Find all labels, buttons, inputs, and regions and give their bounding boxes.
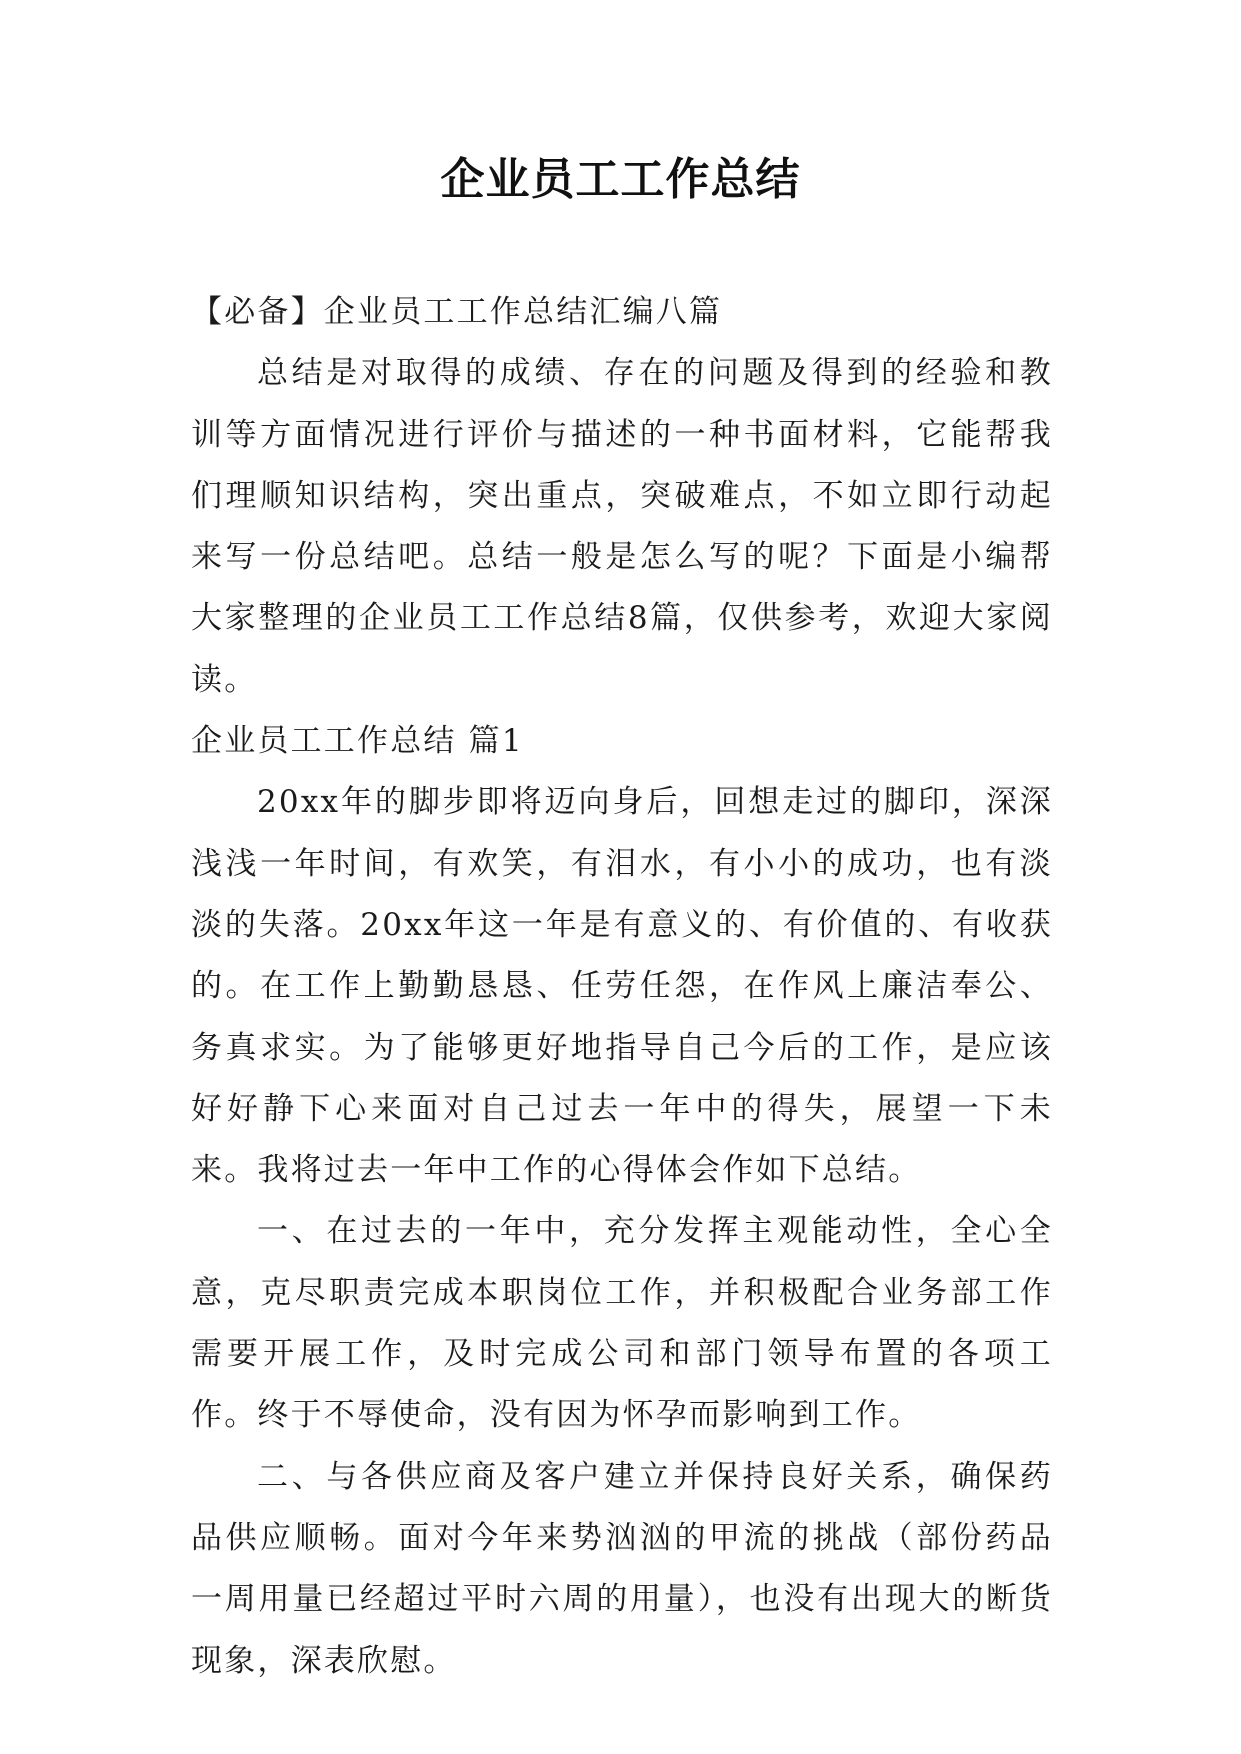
section-heading: 企业员工工作总结 篇1	[191, 723, 524, 760]
document-body	[191, 282, 1053, 1692]
body-paragraph-3: 二、与各供应商及客户建立并保持良好关系，确保药品供应顺畅。面对今年来势汹汹的甲流的挑战（部份药品一周用量已经超过平时六周的用量），也没有出现大的断货现象，深表欣慰。	[191, 1458, 1053, 1679]
body-paragraph-2: 一、在过去的一年中，充分发挥主观能动性，全心全意，克尽职责完成本职岗位工作，并积极配合业务部工作需要开展工作，及时完成公司和部门领导布置的各项工作。终于不辱使命，没有因为怀孕而影响到工作。	[191, 1213, 1053, 1434]
intro-paragraph: 总结是对取得的成绩、存在的问题及得到的经验和教训等方面情况进行评价与描述的一种书面材料，它能帮我们理顺知识结构，突出重点，突破难点，不如立即行动起来写一份总结吧。总结一般是怎么写的呢？下面是小编帮大家整理的企业员工工作总结8篇，仅供参考，欢迎大家阅读。	[191, 355, 1053, 698]
document-title: 企业员工工作总结	[440, 154, 801, 205]
body-paragraph-1: 20xx年的脚步即将迈向身后，回想走过的脚印，深深浅浅一年时间，有欢笑，有泪水，有小小的成功，也有淡淡的失落。20xx年这一年是有意义的、有价值的、有收获的。在工作上勤勤恳恳、任劳任怨，在作风上廉洁奉公、务真求实。为了能够更好地指导自己今后的工作，是应该好好静下心来面对自己过去一年中的得失，展望一下未来。我将过去一年中工作的心得体会作如下总结。	[191, 784, 1053, 1189]
document-subtitle: 【必备】企业员工工作总结汇编八篇	[191, 294, 723, 330]
